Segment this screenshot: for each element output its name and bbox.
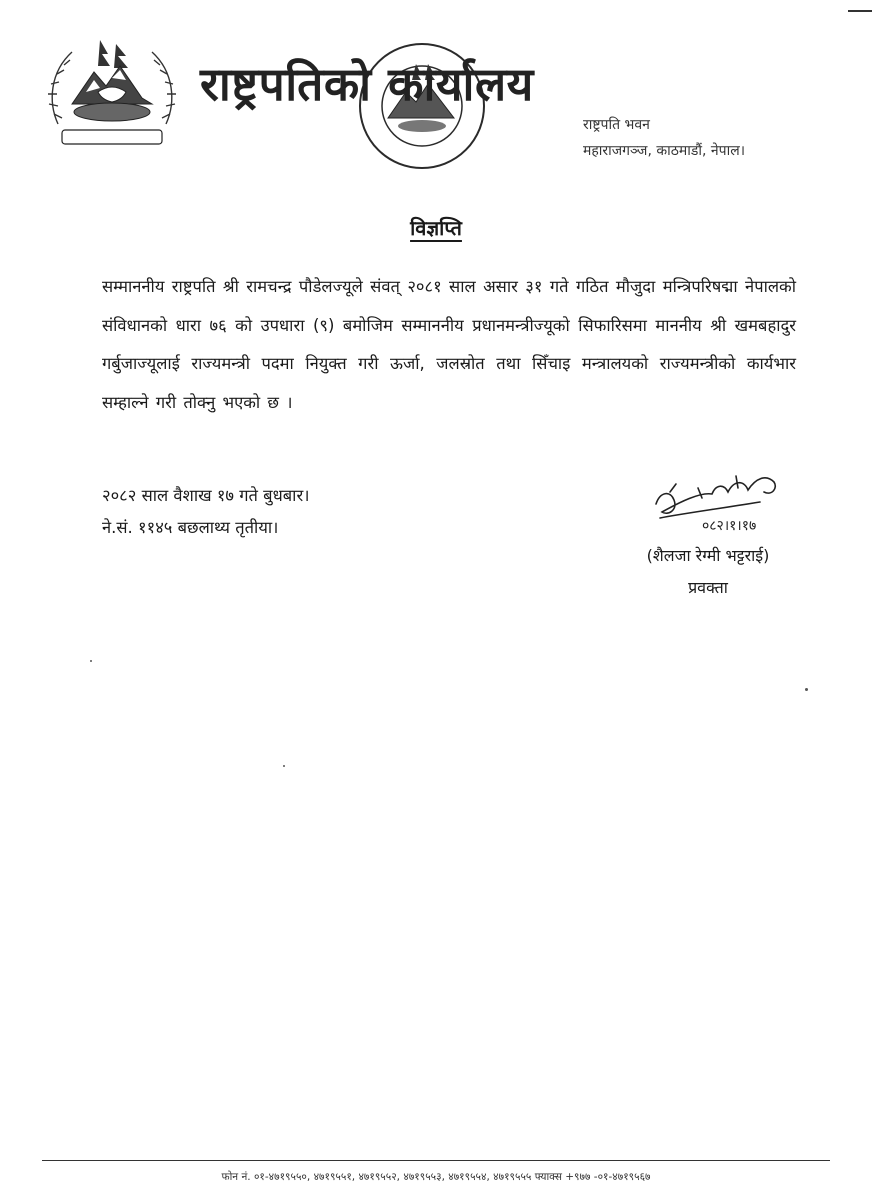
signatory-name: (शैलजा रेग्मी भट्टराई) [646, 546, 770, 565]
scan-speck [805, 688, 808, 691]
notice-body: सम्माननीय राष्ट्रपति श्री रामचन्द्र पौडेलज्यूले संवत् २०८१ साल असार ३१ गते गठित मौजुदा मन्त्रिपरिषद्मा नेपालको संविधानको धारा ७६ को उपधारा (९) बमोजिम सम्माननीय प्रधानमन्त्रीज्यूको सिफारिसमा माननीय श्री खमबहादुर गर्बुजाज्यूलाई राज्यमन्त्री पदमा नियुक्त गरी ऊर्जा, जलस्रोत तथा सिँचाइ मन्त्रालयको राज्यमन्त्रीको कार्यभार सम्हाल्ने गरी तोक्नु भएको छ । [102, 277, 796, 412]
scan-speck [90, 660, 92, 662]
scan-speck [283, 765, 285, 767]
national-emblem-icon [42, 32, 182, 150]
date-bikram-sambat: २०८२ साल वैशाख १७ गते बुधबार। [102, 486, 310, 505]
address-line-city: महाराजगञ्ज, काठमाडौं, नेपाल। [583, 143, 746, 159]
notice-title-text: विज्ञप्ति [410, 216, 462, 240]
signature-date: ०८२।१।१७ [702, 518, 757, 534]
date-block [102, 480, 309, 544]
signatory-designation: प्रवक्ता [688, 578, 728, 597]
footer-contact: फोन नं. ०१-४७१९५५०, ४७१९५५१, ४७१९५५२, ४७१९५५३, ४७१९५५४, ४७१९५५५ फ्याक्स +९७७ -०१-४७१९५६७ [221, 1171, 651, 1183]
handwritten-signature [640, 462, 790, 537]
office-address [583, 112, 745, 164]
footer-divider [42, 1160, 830, 1161]
address-line-building: राष्ट्रपति भवन [583, 117, 650, 133]
scan-corner-mark [848, 10, 872, 12]
notice-title [0, 214, 872, 241]
office-title: राष्ट्रपतिको कार्यालय [200, 57, 534, 111]
date-nepal-sambat: ने.सं. ११४५ बछलाथ्य तृतीया। [102, 518, 279, 537]
signatory-block [618, 540, 798, 604]
